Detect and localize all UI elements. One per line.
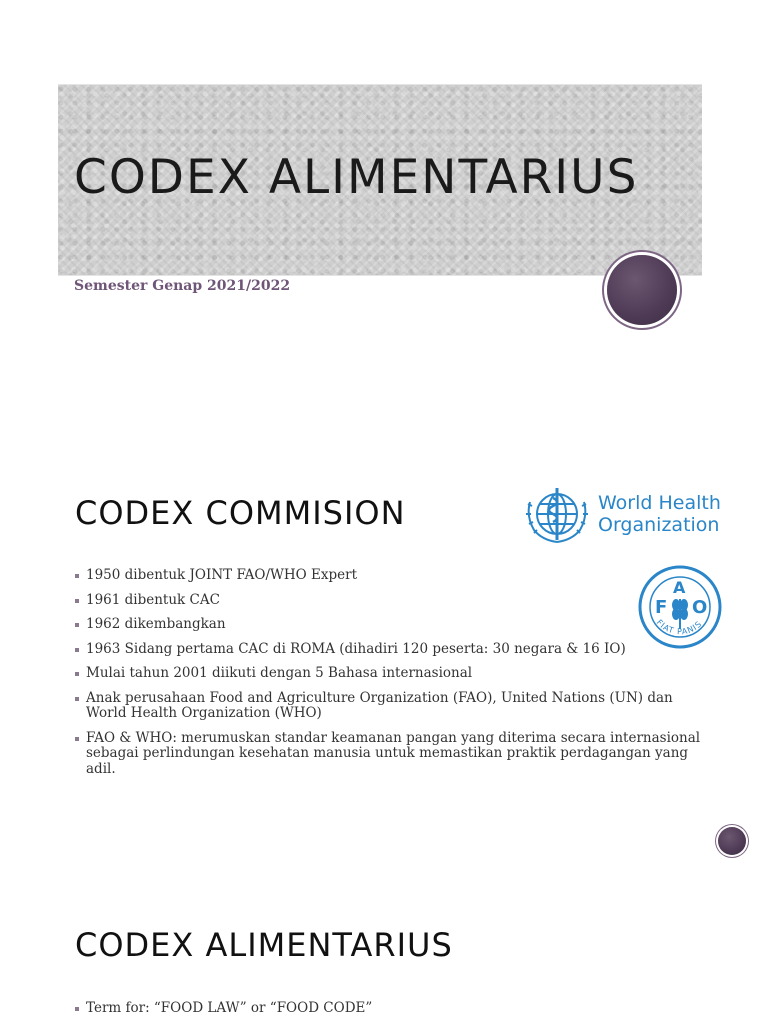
- list-item: FAO & WHO: merumuskan standar keamanan pangan yang diterima secara internasional sebagai perlindungan kesehatan manusia untuk memastikan praktik perdagangan yang adil.: [75, 731, 705, 778]
- who-emblem-icon: [522, 484, 592, 548]
- list-item: 1961 dibentuk CAC: [75, 593, 705, 609]
- title-slide: [0, 0, 768, 405]
- who-name-line2: Organization: [598, 514, 720, 536]
- fao-letter-a: A: [673, 578, 686, 597]
- list-item: 1963 Sidang pertama CAC di ROMA (dihadiri 120 peserta: 30 negara & 16 IO): [75, 642, 705, 658]
- subtitle: Semester Genap 2021/2022: [74, 278, 291, 294]
- list-item: Mulai tahun 2001 diikuti dengan 5 Bahasa internasional: [75, 666, 705, 682]
- list-item: 1950 dibentuk JOINT FAO/WHO Expert: [75, 568, 705, 584]
- list-item: Term for: “FOOD LAW” or “FOOD CODE”: [75, 1001, 372, 1017]
- list-item: Anak perusahaan Food and Agriculture Organization (FAO), United Nations (UN) dan World Health Organization (WHO): [75, 691, 705, 722]
- bullet-list: [75, 1001, 372, 1017]
- decorative-orb-icon: [718, 827, 746, 855]
- list-item: 1962 dikembangkan: [75, 617, 705, 633]
- main-title: CODEX ALIMENTARIUS: [74, 150, 639, 205]
- fao-letter-f: F: [655, 597, 668, 618]
- codex-alimentarius-slide: [0, 910, 768, 1024]
- who-logo: [522, 484, 732, 548]
- slide-title: CODEX ALIMENTARIUS: [75, 926, 453, 964]
- fao-motto: FIAT PANIS: [654, 617, 704, 637]
- fao-letter-o: O: [692, 597, 708, 618]
- slide-title: CODEX COMMISION: [75, 494, 406, 532]
- codex-commision-slide: [0, 460, 768, 880]
- decorative-orb-icon: [607, 255, 677, 325]
- who-name-line1: World Health: [598, 492, 721, 514]
- bullet-list: [75, 567, 708, 786]
